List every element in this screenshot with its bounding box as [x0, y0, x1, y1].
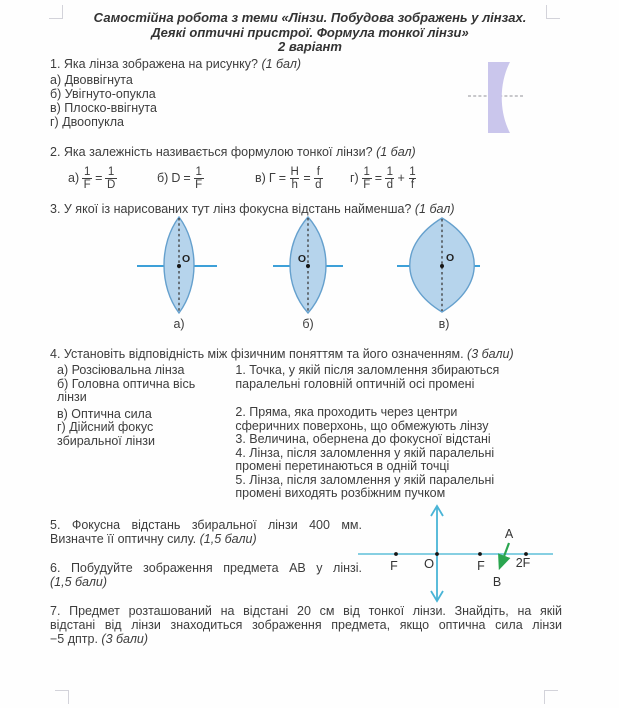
optical-center-label: O [423, 556, 435, 571]
plano-concave-lens-icon [488, 62, 510, 133]
question-2 [50, 146, 530, 160]
question-1-text [50, 58, 450, 72]
fraction: $\frac{f}{d}$ [315, 165, 322, 191]
terms-column [57, 364, 215, 501]
question-7-line1: 7. Предмет розташований на відстані 20 см від тонкої лінзи. Знайдіть, на якій [50, 604, 562, 618]
formula-g-label: г) [350, 171, 359, 185]
formula-b-label: б) [157, 171, 169, 185]
crop-mark-bottom-right [544, 690, 558, 704]
formula-b-lhs: D [171, 171, 181, 185]
three-lenses-figure [130, 214, 490, 336]
formula-g [350, 161, 417, 195]
definition-1: 1. Точка, у якій після заломлення збираються паралельні головній оптичній осі промені [235, 363, 500, 391]
definitions-column [235, 364, 562, 501]
center-label-O: O [297, 253, 306, 265]
title-line-1: Самостійна робота з теми «Лінзи. Побудова зображень у лінзах. [93, 10, 527, 25]
fraction: $\frac{1}{D}$ [106, 165, 116, 191]
equals-sign: = [303, 171, 311, 185]
definition-5: 5. Лінза, після заломлення у якій паралельні промені виходять розбіжним пучком [235, 472, 495, 500]
equals-sign: = [183, 171, 191, 185]
question-6-line1: 6. Побудуйте зображення предмета АВ у лінзі. [50, 561, 362, 575]
question-3-points: (1 бал) [414, 202, 455, 216]
double-focus-label: 2F [515, 556, 531, 570]
equals-sign: = [374, 171, 383, 185]
fraction: $\frac{1}{f}$ [409, 165, 416, 191]
question-5 [50, 519, 362, 547]
question-4 [50, 348, 565, 362]
center-dot [306, 264, 310, 268]
question-3-stem: 3. У якої із нарисованих тут лінз фокусна відстань найменша? [50, 202, 412, 216]
formula-a [68, 161, 117, 195]
question-1-stem: 1. Яка лінза зображена на рисунку? [50, 57, 258, 71]
question-1 [50, 58, 450, 129]
center-dot [435, 552, 439, 556]
focus-right-label: F [477, 559, 485, 573]
center-label-O: O [182, 253, 191, 265]
lens-a-group [137, 217, 217, 331]
question-4-stem: 4. Установіть відповідність між фізичним поняттям та його означенням. [50, 347, 464, 361]
option-g: г) Двоопукла [50, 114, 124, 129]
matching-columns [57, 364, 562, 501]
fraction: $\frac{1}{d}$ [386, 165, 393, 191]
definition-2: 2. Пряма, яка проходить через центри сферичних поверхонь, що обмежують лінзу [235, 405, 489, 433]
fraction: $\frac{1}{F}$ [83, 165, 91, 191]
center-dot [177, 264, 181, 268]
question-6-points: (1,5 бали) [50, 574, 108, 589]
question-2-points: (1 бал) [376, 145, 416, 159]
worksheet-title [50, 11, 570, 55]
equals-sign: = [278, 171, 287, 185]
option-a: а) Двоввігнута [50, 73, 133, 88]
question-1-points: (1 бал) [261, 57, 302, 71]
lens-b-group [273, 217, 343, 331]
question-5-line1: 5. Фокусна відстань збиральної лінзи 400 мм. [50, 518, 362, 532]
fraction: $\frac{1}{F}$ [363, 165, 371, 191]
focus-right-dot [478, 552, 482, 556]
variant-label: 2 варіант [278, 39, 342, 54]
formula-v [255, 161, 323, 195]
lens-b-label: б) [302, 317, 314, 331]
question-7-line2: відстані від лінзи знаходиться зображення предмета, якщо оптична сила лінзи [50, 617, 562, 632]
center-label-O: O [446, 252, 455, 264]
formula-v-lhs: Γ [268, 171, 276, 185]
fraction: $\frac{H}{h}$ [290, 165, 299, 191]
option-b: б) Увігнуто-опукла [50, 87, 156, 102]
question-2-formulas [50, 161, 530, 195]
term-g: г) Дійсний фокус збиральної лінзи [57, 420, 155, 448]
center-dot [440, 264, 444, 268]
concave-lens-figure [458, 55, 528, 140]
plus-sign: + [397, 171, 405, 185]
question-1-options [50, 74, 450, 129]
focus-left-dot [394, 552, 398, 556]
question-5-points: (1,5 бали) [199, 531, 257, 546]
term-v: в) Оптична сила [57, 406, 152, 421]
question-7 [50, 605, 562, 646]
lens-a-label: а) [173, 317, 185, 331]
object-point-a-label: A [504, 527, 514, 541]
lens-construction-diagram [356, 498, 556, 604]
question-7-line3: −5 дптр. (3 бали) [50, 631, 149, 646]
question-4-points: (3 бали) [467, 347, 514, 361]
question-6 [50, 562, 362, 590]
equals-sign: = [95, 171, 103, 185]
lens-v-label: в) [438, 317, 450, 331]
question-7-points: (3 бали) [101, 631, 149, 646]
title-line-2: Деякі оптичні пристрої. Формула тонкої лінзи» [151, 24, 469, 40]
focus-left-label: F [390, 559, 398, 573]
term-b: б) Головна оптична вісь лінзи [57, 376, 196, 404]
formula-a-label: а) [68, 171, 80, 185]
question-5-line2: Визначте її оптичну силу. (1,5 бали) [50, 531, 257, 546]
formula-b [157, 161, 204, 195]
definition-4: 4. Лінза, після заломлення у якій паралельні промені перетинаються в одній точці [235, 445, 495, 473]
crop-mark-bottom-left [55, 690, 69, 704]
fraction: $\frac{1}{F}$ [195, 165, 203, 191]
lens-v-group [397, 218, 480, 331]
question-2-stem: 2. Яка залежність називається формулою тонкої лінзи? [50, 145, 373, 159]
formula-v-label: в) [255, 171, 266, 185]
option-v: в) Плоско-ввігнута [50, 100, 157, 115]
object-point-b-label: B [492, 575, 502, 589]
definition-3: 3. Величина, обернена до фокусної відстані [235, 432, 491, 446]
term-a: а) Розсіювальна лінза [57, 363, 185, 377]
